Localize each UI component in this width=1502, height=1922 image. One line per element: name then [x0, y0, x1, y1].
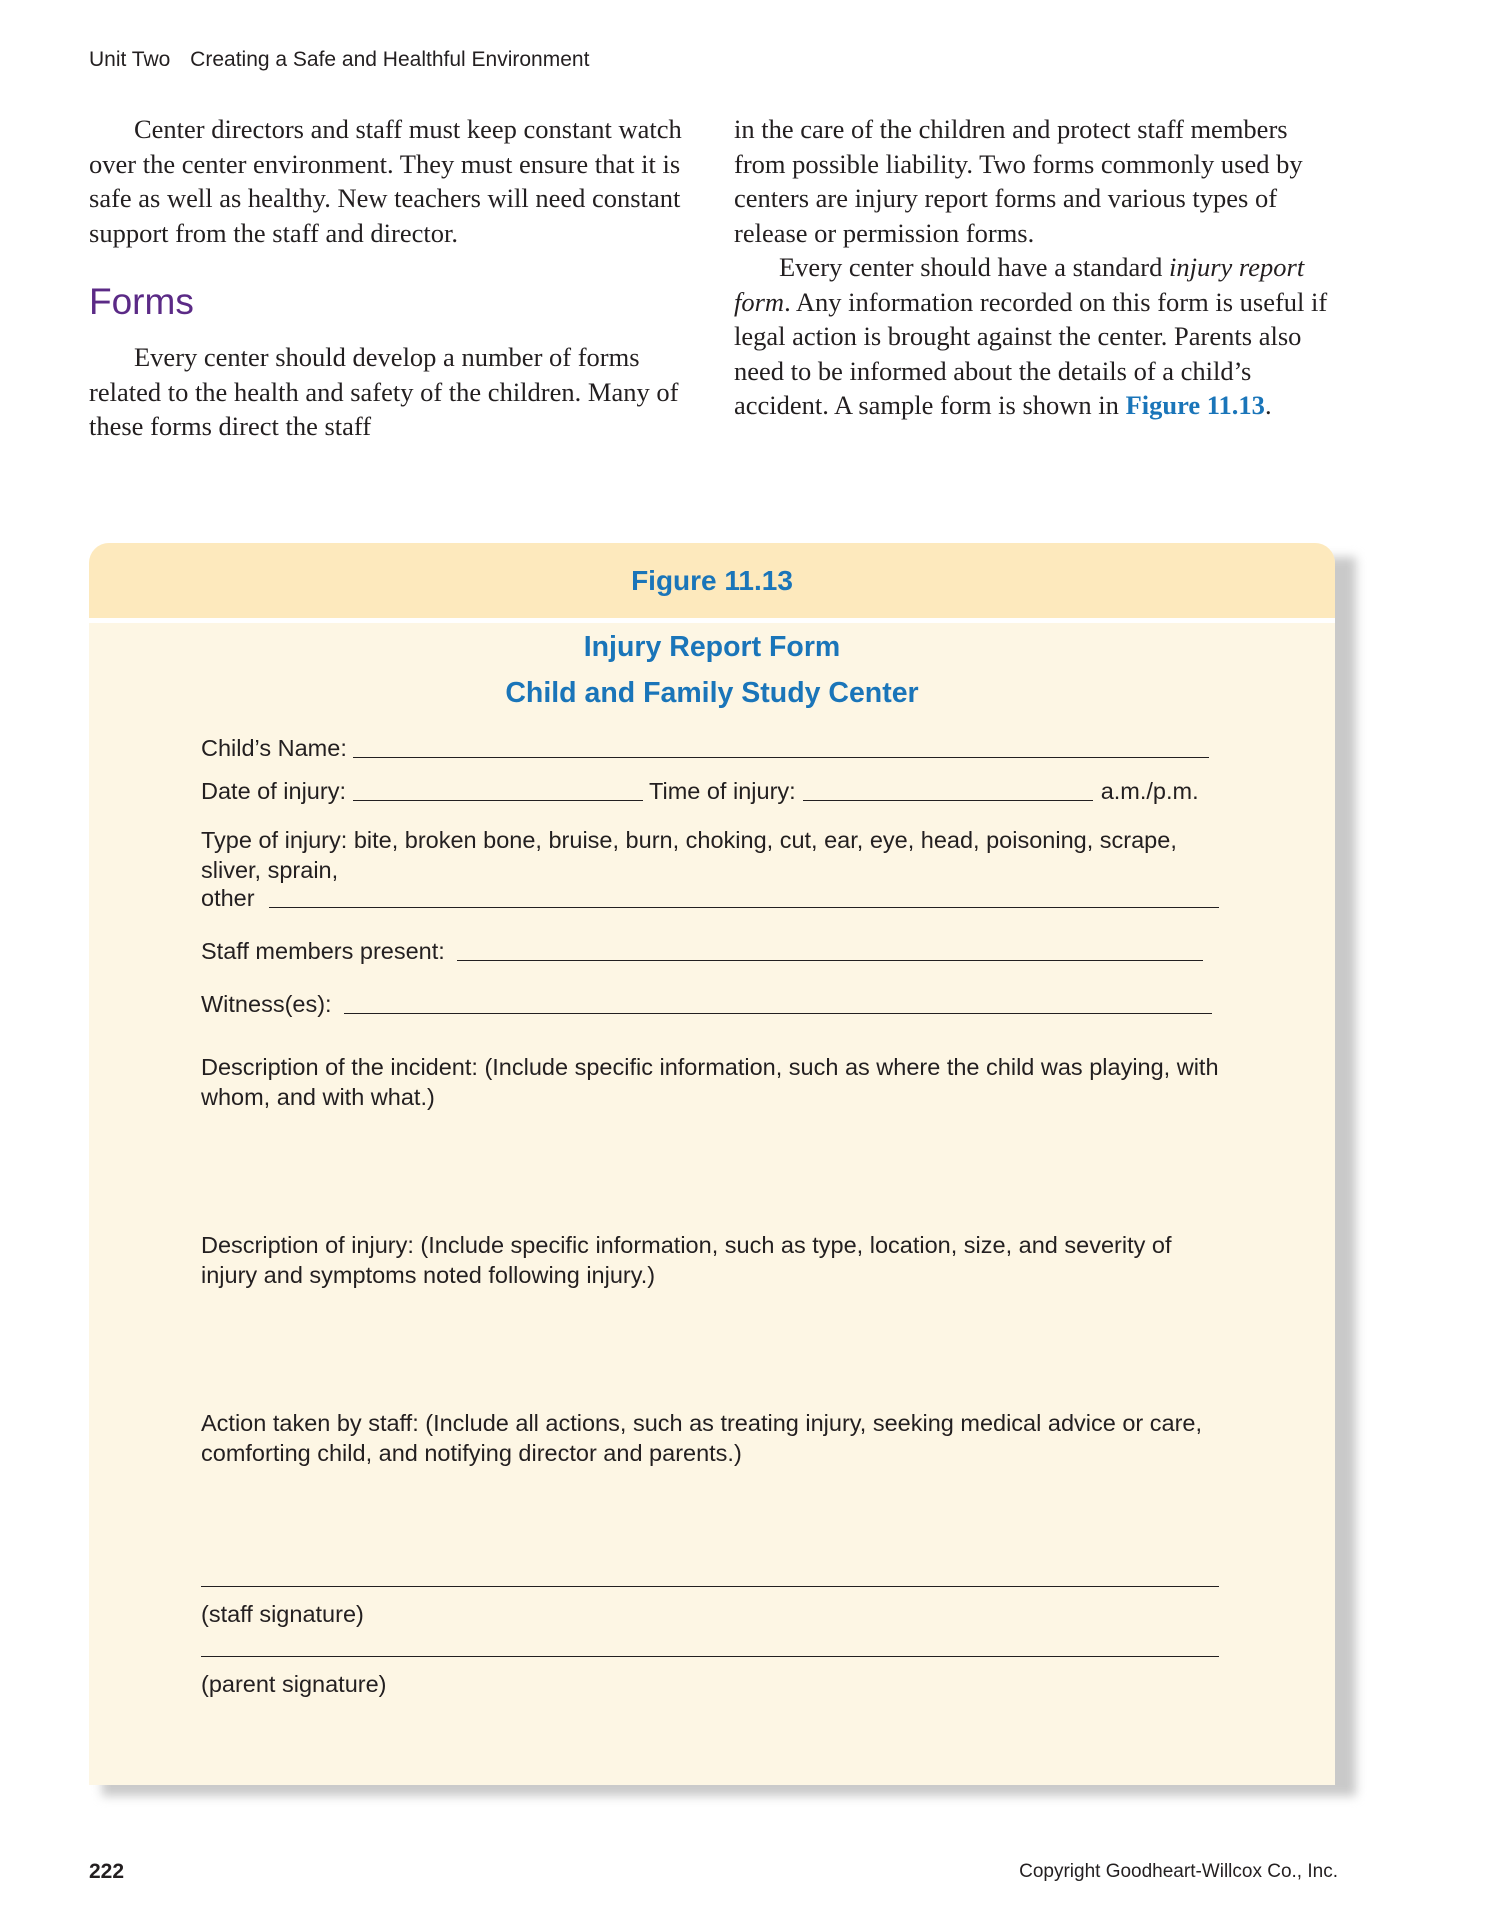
parent-signature-label: (parent signature) [201, 1671, 387, 1697]
action-taken-label: Action taken by staff: (Include all actions, such as treating injury, seeking medical advice or care, comforting child, and notifying director and parents.) [201, 1410, 1202, 1466]
figure-reference-link[interactable]: Figure 11.13 [1125, 390, 1265, 420]
staff-signature-line[interactable] [201, 1586, 1219, 1587]
form-subtitle: Child and Family Study Center [505, 677, 919, 709]
body-paragraph [734, 250, 1344, 423]
section-heading: Forms [89, 281, 194, 322]
incident-description-label: Description of the incident: (Include specific information, such as where the child was playing, with whom, and with what.) [201, 1054, 1219, 1110]
action-taken-area[interactable] [201, 1468, 1221, 1586]
running-head [89, 48, 589, 72]
time-label: Time of injury: [648, 778, 796, 804]
other-label: other [201, 885, 255, 911]
ampm-label: a.m./p.m. [1100, 778, 1199, 804]
staff-signature-label: (staff signature) [201, 1601, 364, 1627]
italic-term: injury report form [734, 252, 1305, 317]
figure-header [89, 543, 1335, 623]
left-column [89, 112, 689, 444]
witness-field[interactable] [344, 1013, 1212, 1014]
figure-number: Figure 11.13 [631, 565, 793, 596]
copyright-notice: Copyright Goodheart-Willcox Co., Inc. [1019, 1861, 1338, 1882]
incident-description-area[interactable] [201, 1112, 1221, 1230]
childs-name-row [201, 735, 1221, 762]
staff-present-row [201, 938, 1221, 965]
page-number: 222 [89, 1860, 125, 1883]
injury-description-area[interactable] [201, 1290, 1221, 1408]
text-run: Every center should have a standard [779, 252, 1169, 282]
body-paragraph: Center directors and staff must keep constant watch over the center environment. They must ensure that it is safe as well as healthy. New teachers will need constant support from the staff and director. [89, 114, 682, 248]
text-run: . Any information recorded on this form is useful if legal action is brought against the center. Parents also need to be informed about the details of a child’s accident. A sample form is shown in [734, 286, 1328, 420]
body-paragraph: Every center should develop a number of forms related to the health and safety of the children. Many of these forms direct the staff [89, 342, 679, 441]
witness-label: Witness(es): [201, 991, 332, 1017]
childs-name-field[interactable] [353, 757, 1209, 758]
other-field[interactable] [269, 907, 1219, 908]
other-row [201, 885, 1221, 912]
date-label: Date of injury: [201, 778, 346, 804]
injury-description-label: Description of injury: (Include specific information, such as type, location, size, and severity of injury and symptoms noted following injury.) [201, 1232, 1172, 1288]
witness-row [201, 991, 1221, 1018]
parent-signature-line[interactable] [201, 1656, 1219, 1657]
time-field[interactable] [803, 800, 1093, 801]
injury-report-form [201, 623, 1221, 1698]
staff-present-field[interactable] [457, 960, 1203, 961]
figure-panel [89, 543, 1335, 1785]
running-head-unit: Unit Two [89, 48, 171, 71]
right-column [734, 112, 1344, 423]
type-of-injury-label: Type of injury: bite, broken bone, bruise, burn, choking, cut, ear, eye, head, poisoning, scrape, sliver, sprain, [201, 827, 1177, 883]
staff-present-label: Staff members present: [201, 938, 445, 964]
running-head-title: Creating a Safe and Healthful Environment [190, 48, 590, 71]
form-title: Injury Report Form [583, 631, 841, 663]
date-field[interactable] [353, 800, 643, 801]
body-paragraph: in the care of the children and protect staff members from possible liability. Two forms commonly used by centers are injury report forms and various types of release or permission forms. [734, 114, 1303, 248]
childs-name-label: Child’s Name: [201, 735, 347, 761]
date-time-row [201, 778, 1221, 805]
text-run: . [1264, 390, 1272, 420]
